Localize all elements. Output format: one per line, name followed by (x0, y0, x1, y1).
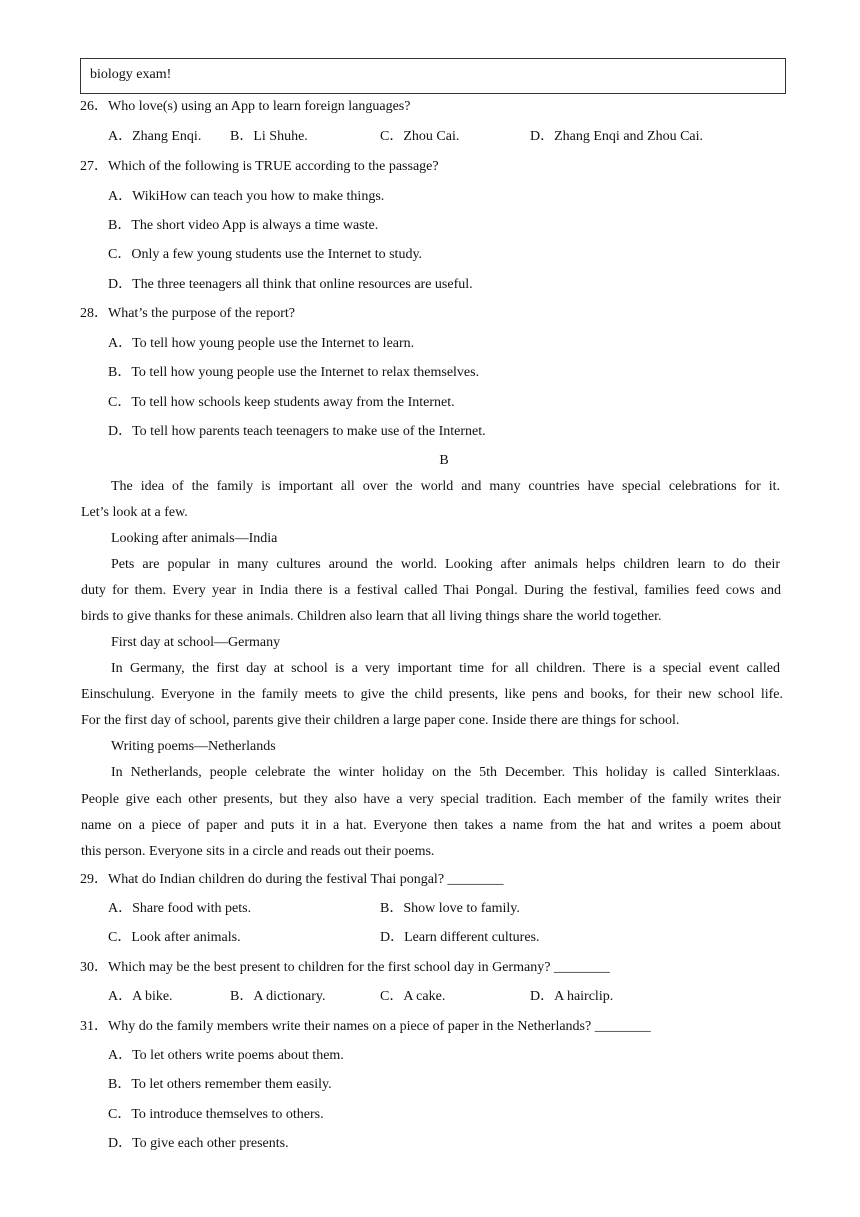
q26-option-c: C．Zhou Cai. (380, 129, 460, 144)
section-germany-line: For the first day of school, parents give their children a large paper cone. Inside there are things for school. (81, 713, 680, 728)
q27-option-c: C．Only a few young students use the Internet to study. (108, 247, 423, 262)
q31-option-d: D．To give each other presents. (108, 1136, 289, 1151)
section-title-netherlands: Writing poems—Netherlands (111, 739, 276, 754)
question-30 (80, 961, 610, 975)
question-text: Which of the following is TRUE according to the passage? (108, 159, 439, 174)
passage-box (80, 58, 786, 94)
question-27 (80, 160, 439, 174)
question-number: 30． (80, 960, 108, 975)
section-india-line: Pets are popular in many cultures around the world. Looking after animals helps children learn to do their (111, 557, 780, 572)
passage-intro-line: The idea of the family is important all over the world and many countries have special celebrations for it. (111, 479, 780, 494)
q26-option-a: A．Zhang Enqi. (108, 129, 202, 144)
q27-option-d: D．The three teenagers all think that online resources are useful. (108, 277, 473, 292)
q26-option-d: D．Zhang Enqi and Zhou Cai. (530, 129, 704, 144)
section-india-line: duty for them. Every year in India there is a festival called Thai Pongal. During the festival, families feed cows and (81, 583, 781, 598)
question-text: Why do the family members write their names on a piece of paper in the Netherlands? ________ (108, 1019, 651, 1034)
boxed-text: biology exam! (90, 67, 172, 82)
q26-option-b: B．Li Shuhe. (230, 129, 308, 144)
question-text: What’s the purpose of the report? (108, 306, 295, 321)
question-29 (80, 873, 504, 887)
section-netherlands-line: In Netherlands, people celebrate the winter holiday on the 5th December. This holiday is called Sinterklaas. (111, 765, 780, 780)
question-number: 31． (80, 1019, 108, 1034)
question-26 (80, 100, 410, 114)
passage-b-heading: B (439, 453, 449, 468)
section-title-india: Looking after animals—India (111, 531, 278, 546)
passage-intro-line: Let’s look at a few. (81, 505, 188, 520)
question-number: 26． (80, 99, 108, 114)
section-netherlands-line: name on a piece of paper and puts it in a hat. Everyone then takes a name from the hat and writes a poem about (81, 818, 781, 833)
section-netherlands-line: this person. Everyone sits in a circle and reads out their poems. (81, 844, 435, 859)
section-title-germany: First day at school—Germany (111, 635, 281, 650)
question-number: 27． (80, 159, 108, 174)
q29-option-b: B．Show love to family. (380, 901, 520, 916)
q31-option-c: C．To introduce themselves to others. (108, 1107, 324, 1122)
section-netherlands-line: People give each other presents, but they also have a very special tradition. Each member of the family writes their (81, 792, 781, 807)
q29-option-a: A．Share food with pets. (108, 901, 252, 916)
q30-option-a: A．A bike. (108, 989, 173, 1004)
q29-option-d: D．Learn different cultures. (380, 930, 540, 945)
section-germany-line: Einschulung. Everyone in the family meets to give the child presents, like pens and books, for their new school life. (81, 687, 783, 702)
question-text: What do Indian children do during the festival Thai pongal? ________ (108, 872, 504, 887)
question-number: 29． (80, 872, 108, 887)
q27-option-b: B．The short video App is always a time waste. (108, 218, 379, 233)
question-text: Which may be the best present to children for the first school day in Germany? ________ (108, 960, 610, 975)
q30-option-b: B．A dictionary. (230, 989, 326, 1004)
section-india-line: birds to give thanks for these animals. Children also learn that all living things share the world together. (81, 609, 662, 624)
q28-option-c: C．To tell how schools keep students away from the Internet. (108, 395, 455, 410)
q28-option-a: A．To tell how young people use the Internet to learn. (108, 336, 415, 351)
q28-option-b: B．To tell how young people use the Internet to relax themselves. (108, 365, 480, 380)
question-31 (80, 1020, 651, 1034)
question-text: Who love(s) using an App to learn foreign languages? (108, 99, 411, 114)
q31-option-a: A．To let others write poems about them. (108, 1048, 344, 1063)
question-28 (80, 307, 295, 321)
q29-option-c: C．Look after animals. (108, 930, 241, 945)
q30-option-d: D．A hairclip. (530, 989, 614, 1004)
question-number: 28． (80, 306, 108, 321)
q30-option-c: C．A cake. (380, 989, 446, 1004)
section-germany-line: In Germany, the first day at school is a very important time for all children. There is a special event called (111, 661, 780, 676)
q27-option-a: A．WikiHow can teach you how to make things. (108, 189, 385, 204)
q28-option-d: D．To tell how parents teach teenagers to make use of the Internet. (108, 424, 486, 439)
q31-option-b: B．To let others remember them easily. (108, 1077, 332, 1092)
